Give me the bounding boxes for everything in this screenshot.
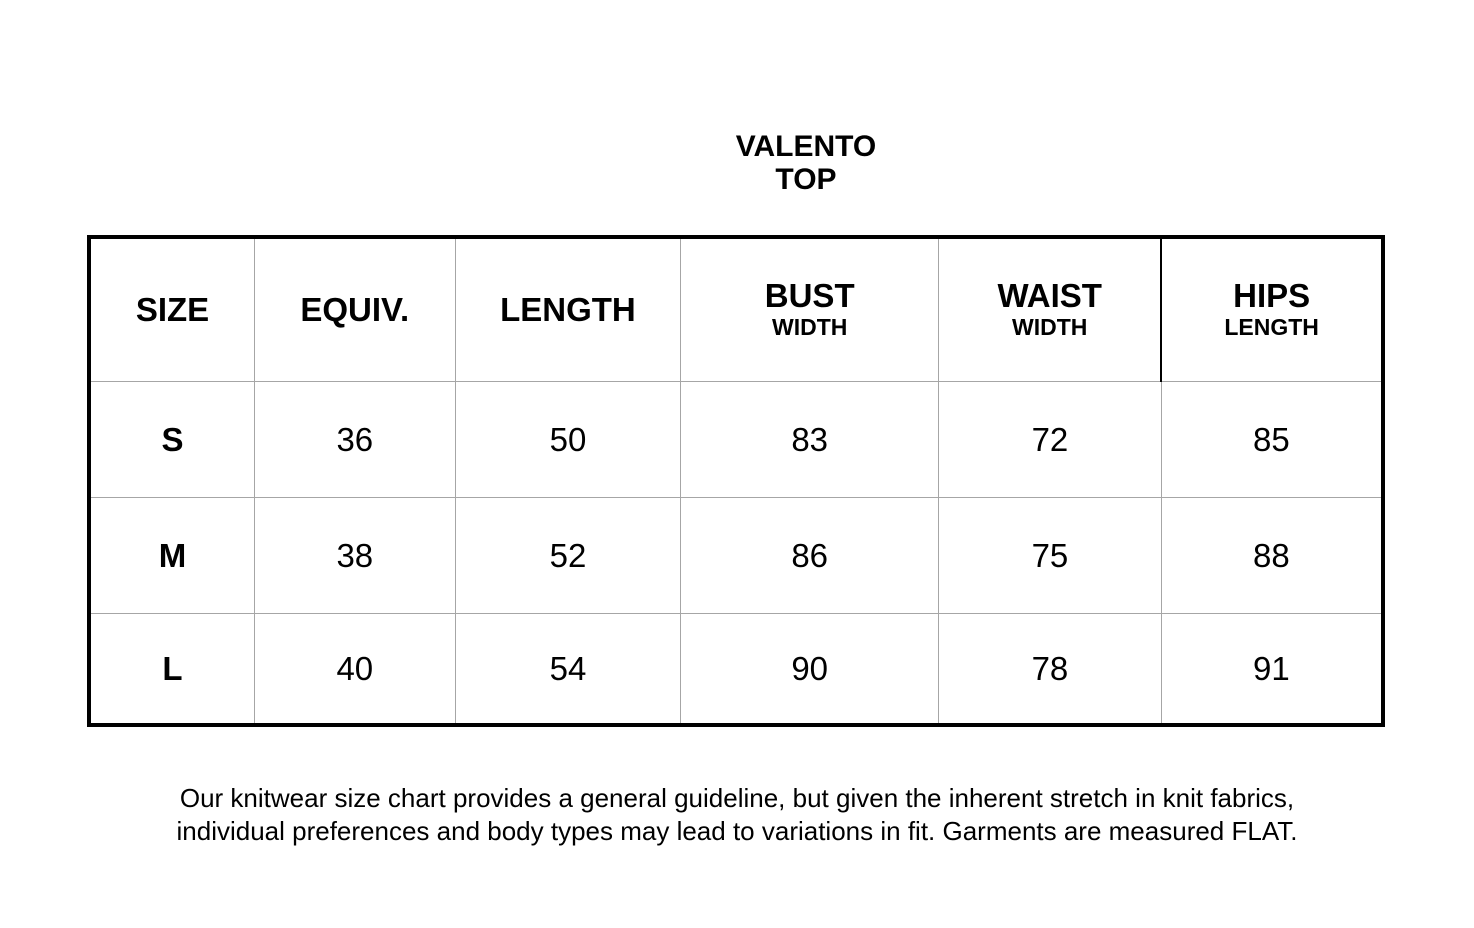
size-chart-table [87, 235, 1385, 727]
header-equiv: EQUIV. [255, 237, 456, 382]
length-cell: 52 [455, 498, 681, 614]
table-row [89, 382, 1383, 498]
chart-title [706, 130, 906, 196]
header-size: SIZE [89, 237, 255, 382]
hips-cell: 85 [1161, 382, 1383, 498]
equiv-cell: 40 [255, 614, 456, 726]
hips-cell: 91 [1161, 614, 1383, 726]
hips-cell: 88 [1161, 498, 1383, 614]
header-length: LENGTH [455, 237, 681, 382]
header-hips: HIPS LENGTH [1161, 237, 1383, 382]
size-cell: L [89, 614, 255, 726]
equiv-cell: 38 [255, 498, 456, 614]
waist-cell: 72 [939, 382, 1162, 498]
title-line-2: TOP [775, 163, 837, 196]
table-row [89, 498, 1383, 614]
bust-cell: 86 [681, 498, 939, 614]
equiv-cell: 36 [255, 382, 456, 498]
header-waist: WAIST WIDTH [939, 237, 1162, 382]
bust-cell: 83 [681, 382, 939, 498]
bust-cell: 90 [681, 614, 939, 726]
waist-cell: 78 [939, 614, 1162, 726]
size-cell: S [89, 382, 255, 498]
size-chart-note [60, 782, 1414, 848]
size-cell: M [89, 498, 255, 614]
table-row [89, 614, 1383, 726]
title-line-1: VALENTO [735, 130, 877, 163]
length-cell: 50 [455, 382, 681, 498]
length-cell: 54 [455, 614, 681, 726]
note-line-1: Our knitwear size chart provides a general guideline, but given the inherent stretch in knit fabrics, [179, 783, 1295, 813]
waist-cell: 75 [939, 498, 1162, 614]
note-line-2: individual preferences and body types may lead to variations in fit. Garments are measured FLAT. [176, 816, 1298, 846]
header-bust: BUST WIDTH [681, 237, 939, 382]
table-header-row [89, 237, 1383, 382]
